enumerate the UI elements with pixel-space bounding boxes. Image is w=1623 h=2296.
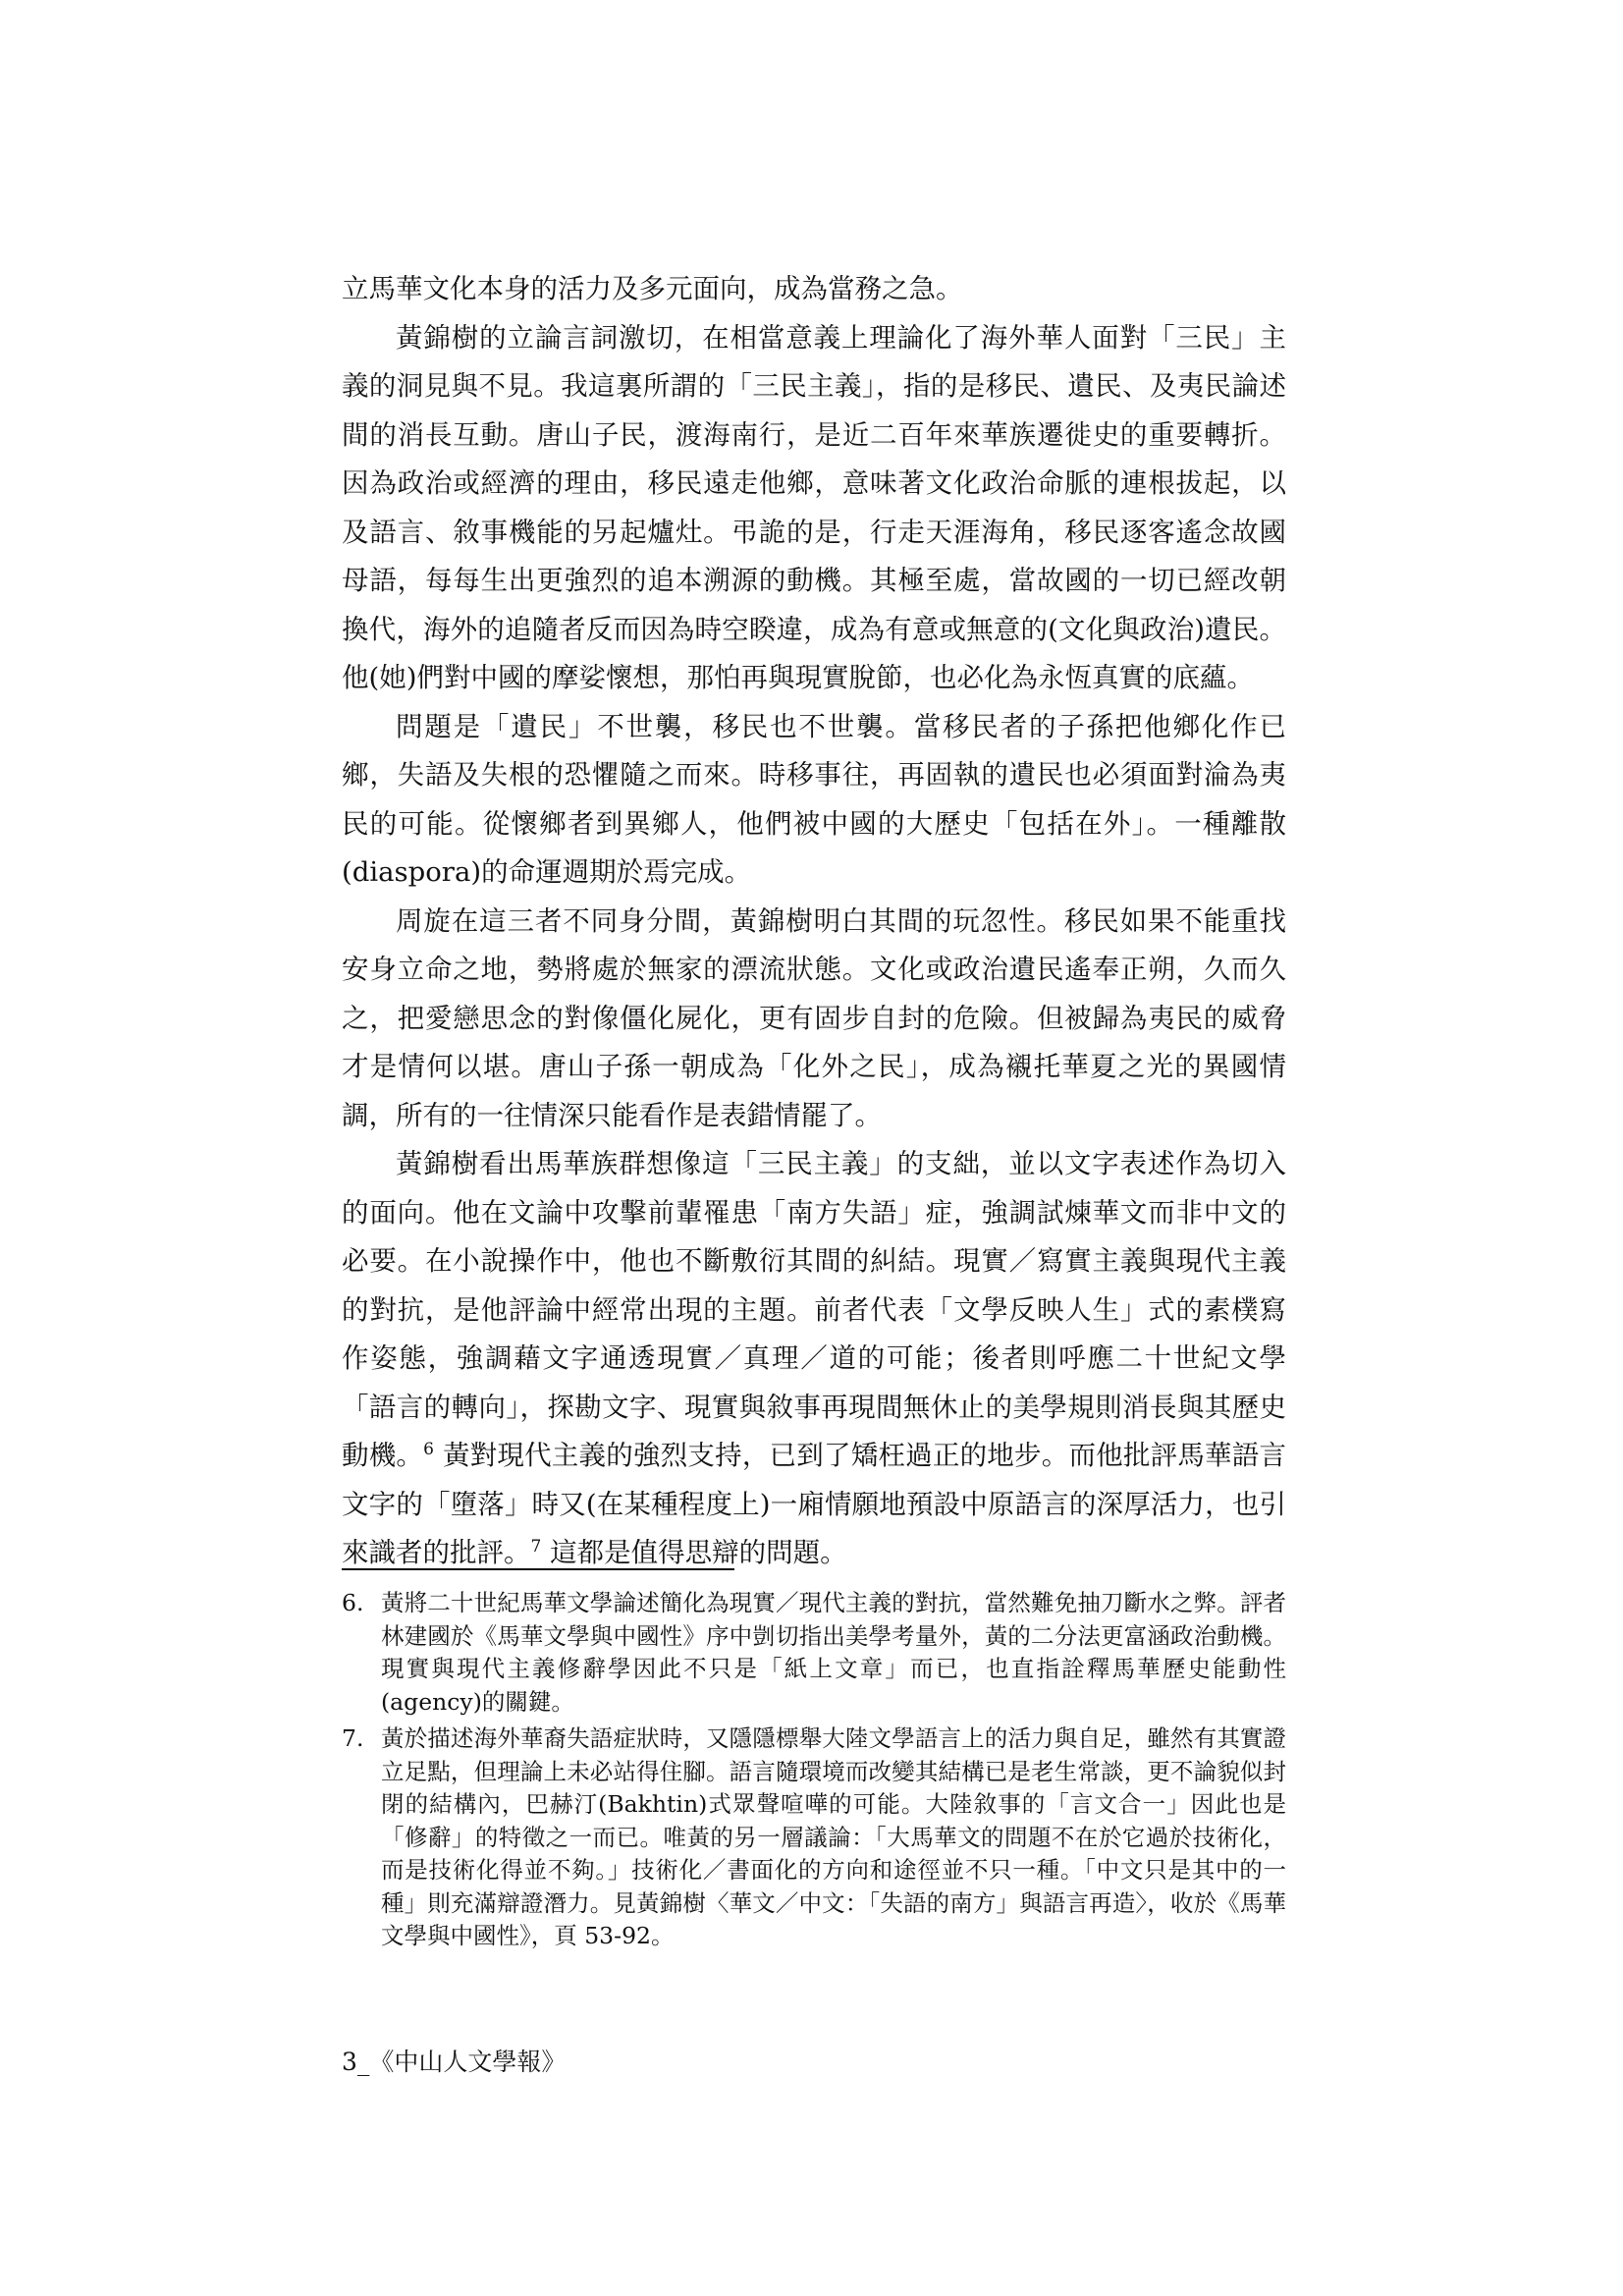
paragraph-1: 立馬華文化本身的活力及多元面向，成為當務之急。: [342, 273, 963, 304]
footnotes: [342, 1587, 1286, 1957]
paragraph-2: 黃錦樹的立論言詞激切，在相當意義上理論化了海外華人面對「三民」主義的洞見與不見。我這裏所謂的「三民主義」，指的是移民、遺民、及夷民論述間的消長互動。唐山子民，渡海南行，是近二百年來華族遷徙史的重要轉折。因為政治或經濟的理由，移民遠走他鄉，意味著文化政治命脈的連根拔起，以及語言、敘事機能的另起爐灶。弔詭的是，行走天涯海角，移民逐客遙念故國母語，每每生出更強烈的追本溯源的動機。其極至處，當故國的一切已經改朝換代，海外的追隨者反而因為時空睽違，成為有意或無意的(文化與政治)遺民。他(她)們對中國的摩娑懷想，那怕再與現實脫節，也必化為永恆真實的底蘊。: [342, 321, 1286, 693]
main-body-text: [342, 265, 1286, 1578]
footnote-text: 黃於描述海外華裔失語症狀時，又隱隱標舉大陸文學語言上的活力與自足，雖然有其實證立足點，但理論上未必站得住腳。語言隨環境而改變其結構已是老生常談，更不論貌似封閉的結構內，巴赫汀(Bakhtin)式眾聲喧嘩的可能。大陸敘事的「言文合一」因此也是「修辭」的特徵之一而已。唯黃的另一層議論：「大馬華文的問題不在於它過於技術化，而是技術化得並不夠。」技術化／書面化的方向和途徑並不只一種。「中文只是其中的一種」則充滿辯證潛力。見黃錦樹〈華文／中文：「失語的南方」與語言再造〉，收於《馬華文學與中國性》，頁 53-92。: [381, 1724, 1286, 1949]
paragraph-5-part-a: 黃錦樹看出馬華族群想像這「三民主義」的支絀，並以文字表述作為切入的面向。他在文論中攻擊前輩罹患「南方失語」症，強調試煉華文而非中文的必要。在小說操作中，他也不斷敷衍其間的糾結。現實／寫實主義與現代主義的對抗，是他評論中經常出現的主題。前者代表「文學反映人生」式的素樸寫作姿態，強調藉文字通透現實／真理／道的可能；後者則呼應二十世紀文學「語言的轉向」，探勘文字、現實與敘事再現間無休止的美學規則消長與其歷史動機。: [342, 1148, 1286, 1471]
footnote-number: 6.: [342, 1589, 364, 1616]
paragraph-5-part-b: 黃對現代主義的強烈支持，已到了矯枉過正的地步。而他批評馬華語言文字的「墮落」時又(在某種程度上)一廂情願地預設中原語言的深厚活力，也引來識者的批評。: [342, 1440, 1286, 1568]
footnote-text: 黃將二十世紀馬華文學論述簡化為現實／現代主義的對抗，當然難免抽刀斷水之弊。評者林建國於《馬華文學與中國性》序中剴切指出美學考量外，黃的二分法更富涵政治動機。現實與現代主義修辭學因此不只是「紙上文章」而已，也直指詮釋馬華歷史能動性(agency)的關鍵。: [381, 1589, 1286, 1716]
footnote-ref-7[interactable]: 7: [530, 1537, 542, 1557]
footnote-7: [342, 1722, 1286, 1953]
paragraph-4: 周旋在這三者不同身分間，黃錦樹明白其間的玩忽性。移民如果不能重找安身立命之地，勢將處於無家的漂流狀態。文化或政治遺民遙奉正朔，久而久之，把愛戀思念的對像僵化屍化，更有固步自封的危險。但被歸為夷民的威脅才是情何以堪。唐山子孫一朝成為「化外之民」，成為襯托華夏之光的異國情調，所有的一往情深只能看作是表錯情罷了。: [342, 904, 1286, 1131]
paragraph-3: 問題是「遺民」不世襲，移民也不世襲。當移民者的子孫把他鄉化作已鄉，失語及失根的恐懼隨之而來。時移事往，再固執的遺民也必須面對淪為夷民的可能。從懷鄉者到異鄉人，他們被中國的大歷史「包括在外」。一種離散(diaspora)的命運週期於焉完成。: [342, 710, 1286, 888]
footnote-6: [342, 1587, 1286, 1719]
footnote-ref-6[interactable]: 6: [423, 1440, 434, 1459]
footnote-number: 7.: [342, 1724, 364, 1752]
page-footer: 3_《中山人文學報》: [342, 2048, 567, 2076]
footnote-divider: [342, 1568, 734, 1570]
paragraph-5-part-c: 這都是值得思辯的問題。: [541, 1537, 847, 1568]
paragraph-5: [342, 1140, 1286, 1578]
